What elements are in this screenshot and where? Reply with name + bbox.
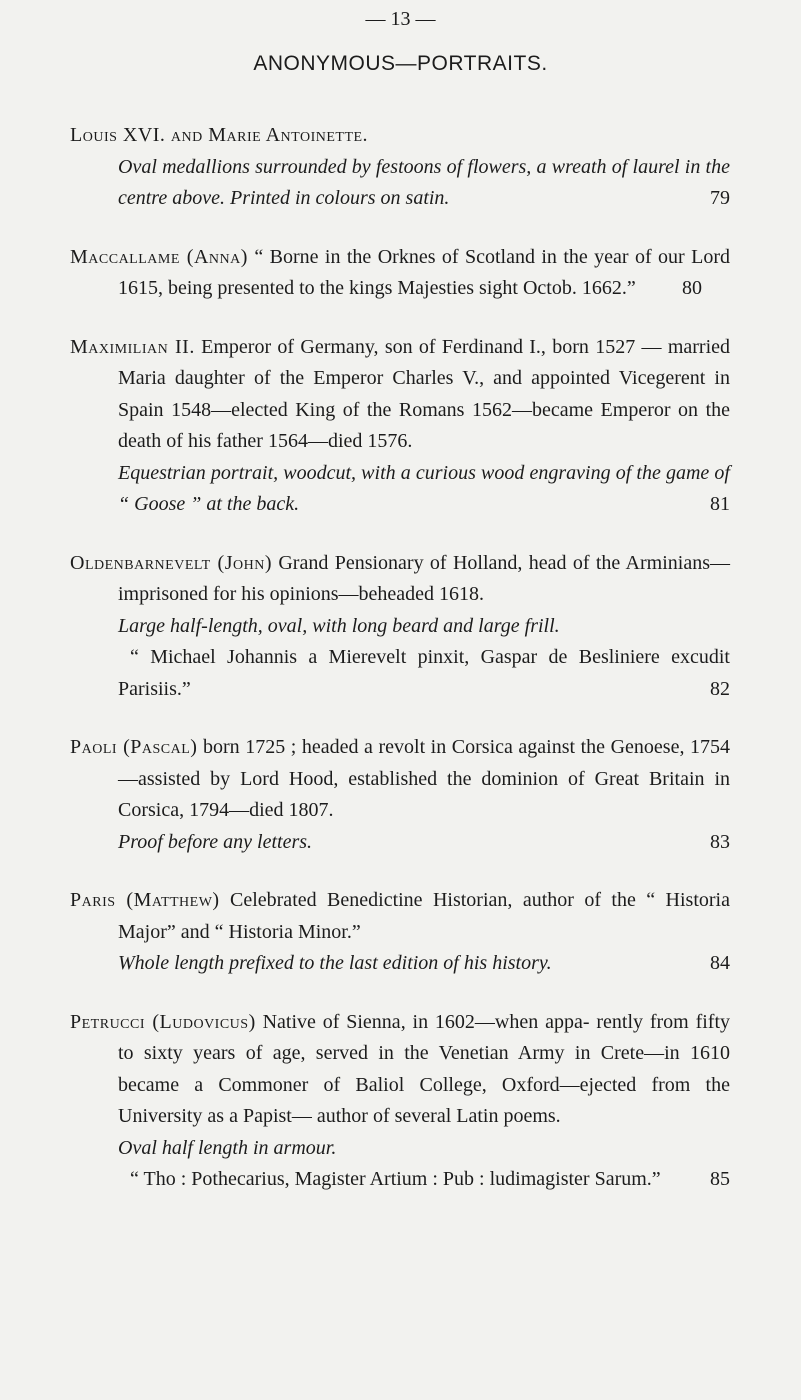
entry-inscription — [70, 1164, 730, 1196]
entry-description: “ Borne in the Orknes of Scotland in the year of our Lord 1615, being presented to the kings Majesties sight Octob. 1662.” — [118, 245, 731, 299]
catalogue-entry — [70, 732, 730, 858]
entry-note — [70, 827, 730, 859]
entry-header — [70, 885, 730, 948]
entry-note — [70, 152, 730, 215]
entry-name: Oldenbarnevelt (John) — [70, 551, 272, 574]
entry-number: 83 — [710, 830, 730, 853]
section-heading: ANONYMOUS—PORTRAITS. — [253, 52, 548, 75]
entry-list — [70, 120, 730, 1223]
entry-note — [70, 611, 730, 643]
entry-name: Maccallame (Anna) — [70, 245, 248, 268]
entry-note — [70, 1133, 730, 1165]
entry-name: Paris (Matthew) — [70, 889, 220, 911]
catalogue-entry — [70, 242, 730, 305]
entry-note-text: Oval half length in armour. — [118, 1136, 337, 1159]
entry-inscription — [70, 642, 730, 705]
entry-description: born 1725 ; headed a revolt in Corsica against the Genoese, 1754—assisted by Lord Hood, established the dominion of Great Britain in Corsica, 1794—died 1807. — [118, 736, 731, 821]
entry-header — [70, 332, 730, 458]
entry-number: 79 — [710, 187, 730, 209]
entry-inscription-text: “ Michael Johannis a Mierevelt pinxit, Gaspar de Besliniere excudit Parisiis.” — [118, 646, 730, 700]
entry-note-text: Whole length prefixed to the last edition of his history. — [118, 952, 552, 974]
entry-header — [70, 548, 730, 611]
entry-header — [70, 120, 730, 152]
entry-note-text: Proof before any letters. — [118, 830, 313, 853]
catalogue-entry — [70, 1007, 730, 1196]
entry-header — [70, 1007, 730, 1133]
entry-description: Celebrated Benedictine Historian, author of the “ Historia Major” and “ Historia Minor.” — [118, 889, 730, 943]
catalogue-entry — [70, 120, 730, 215]
entry-name: Louis XVI. and Marie Antoinette. — [70, 124, 369, 146]
catalogue-entry — [70, 548, 730, 706]
entry-name: Paoli (Pascal) — [70, 736, 198, 758]
entry-name: Maximilian II. — [70, 335, 195, 358]
entry-header: Maccallame (Anna) “ Borne in the Orknes of Scotland in the year of our Lord 1615, being presented to the kings Majesties sight Octob. 1662.” 80 — [70, 245, 731, 299]
entry-description: Emperor of Germany, son of Ferdinand I., born 1527 — married Maria daughter of the Emperor Charles V., and appointed Vicegerent in Spain 1548—elected King of the Romans 1562—became Emperor on the death of his father 1564—died 1576. — [118, 335, 731, 452]
entry-number: 82 — [710, 677, 730, 700]
entry-note — [70, 458, 730, 521]
catalogue-entry — [70, 885, 730, 980]
entry-note-text: Large half-length, oval, with long beard and large frill. — [118, 614, 560, 637]
entry-number: 81 — [710, 493, 730, 515]
entry-note-text: Oval medallions surrounded by festoons of flowers, a wreath of laurel in the centre above. Printed in colours on satin. — [118, 155, 730, 209]
entry-header — [70, 732, 730, 827]
entry-name: Petrucci (Ludovicus) — [70, 1010, 256, 1033]
entry-number: 85 — [710, 1168, 730, 1190]
entry-note — [70, 948, 730, 980]
page-number: — 13 — — [365, 8, 436, 30]
entry-description: Grand Pensionary of Holland, head of the Arminians—imprisoned for his opinions—beheaded 1618. — [118, 551, 730, 605]
entry-number: 84 — [710, 952, 730, 974]
catalogue-entry — [70, 332, 730, 521]
entry-inscription-text: “ Tho : Pothecarius, Magister Artium : Pub : ludimagister Sarum.” — [130, 1168, 661, 1190]
entry-description: Native of Sienna, in 1602—when appa- rently from fifty to sixty years of age, served in the Venetian Army in Crete—in 1610 became a Commoner of Baliol College, Oxford—ejected from the University as a Papist— author of several Latin poems. — [118, 1010, 731, 1127]
entry-note-text: Equestrian portrait, woodcut, with a curious wood engraving of the game of “ Goose ” at the back. — [118, 461, 730, 515]
